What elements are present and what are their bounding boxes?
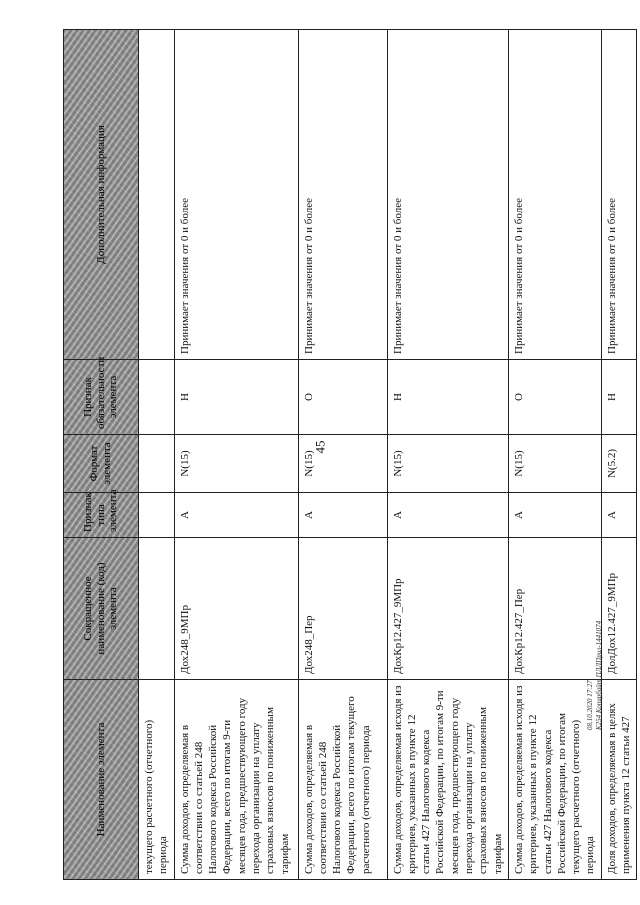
page-number: 45 bbox=[312, 440, 327, 454]
cell-name: Сумма доходов, определяемая исходя из критериев, указанных в пункте 12 статьи 427 Налогового кодекса Российской Федерации, по итогам 9-ти месяцев года, предшествующего году перехода организации на уплату страховых взносов по пониженным тарифам bbox=[387, 680, 508, 880]
cell-code: Дох248_9МПр bbox=[174, 538, 298, 680]
cell-code: Дох248_Пер bbox=[298, 538, 387, 680]
table-rotated bbox=[63, 30, 633, 880]
table-row bbox=[387, 30, 508, 880]
cell-info bbox=[139, 30, 175, 360]
cell-name: Сумма доходов, определяемая в соответствии со статьей 248 Налогового кодекса Российской Федерации, всего по итогам 9-ти месяцев года, предшествующего году перехода организации на уплату страховых взносов по пониженным тарифам bbox=[174, 680, 298, 880]
cell-type: А bbox=[508, 493, 601, 538]
cell-info: Принимает значения от 0 и более bbox=[174, 30, 298, 360]
cell-code: ДохКр12.427_Пер bbox=[508, 538, 601, 680]
table-row bbox=[601, 30, 637, 880]
table-rotor bbox=[63, 30, 633, 880]
table-row bbox=[298, 30, 387, 880]
cell-info: Принимает значения от 0 и более bbox=[298, 30, 387, 360]
cell-type: А bbox=[298, 493, 387, 538]
footer-line-1: 08.10.2020 17:27 bbox=[586, 680, 594, 730]
cell-required bbox=[139, 360, 175, 435]
cell-name: текущего расчетного (отчетного) периода bbox=[139, 680, 175, 880]
header-type: Признак типа элемента bbox=[64, 493, 139, 538]
cell-type bbox=[139, 493, 175, 538]
cell-code bbox=[139, 538, 175, 680]
spec-table bbox=[63, 29, 637, 880]
cell-format: N(5.2) bbox=[601, 435, 637, 493]
cell-required: Н bbox=[601, 360, 637, 435]
cell-required: О bbox=[298, 360, 387, 435]
header-row bbox=[64, 30, 139, 880]
cell-required: О bbox=[508, 360, 601, 435]
cell-info: Принимает значения от 0 и более bbox=[387, 30, 508, 360]
cell-name: Доля доходов, определяемая в целях применения пункта 12 статьи 427 bbox=[601, 680, 637, 880]
cell-info: Принимает значения от 0 и более bbox=[601, 30, 637, 360]
cell-required: Н bbox=[174, 360, 298, 435]
header-format: Формат элемента bbox=[64, 435, 139, 493]
cell-format bbox=[139, 435, 175, 493]
cell-type: А bbox=[601, 493, 637, 538]
table-row bbox=[174, 30, 298, 880]
header-additional-info: Дополнительная информация bbox=[64, 30, 139, 360]
header-required: Признак обязательности элемента bbox=[64, 360, 139, 435]
table-row bbox=[508, 30, 601, 880]
cell-format: N(15) bbox=[298, 435, 387, 493]
cell-type: А bbox=[387, 493, 508, 538]
cell-info: Принимает значения от 0 и более bbox=[508, 30, 601, 360]
cell-required: Н bbox=[387, 360, 508, 435]
cell-code: ДохКр12.427_9МПр bbox=[387, 538, 508, 680]
table-row bbox=[139, 30, 175, 880]
cell-name: Сумма доходов, определяемая исходя из критериев, указанных в пункте 12 статьи 427 Налогового кодекса Российской Федерации, по итогам текущего расчетного (отчетного) периода bbox=[508, 680, 601, 880]
cell-name: Сумма доходов, определяемая в соответствии со статьей 248 Налогового кодекса Российской Федерации, всего по итогам текущего расчетного (отчетного) периода bbox=[298, 680, 387, 880]
cell-code: ДолДох12.427_9МПр bbox=[601, 538, 637, 680]
header-code: Сокращенное наименование (код) элемента bbox=[64, 538, 139, 680]
cell-format: N(15) bbox=[508, 435, 601, 493]
cell-format: N(15) bbox=[387, 435, 508, 493]
header-element-name: Наименование элемента bbox=[64, 680, 139, 880]
footer-stamp bbox=[586, 530, 616, 730]
cell-type: А bbox=[174, 493, 298, 538]
cell-format: N(15) bbox=[174, 435, 298, 493]
footer-line-2: К254 Копирбайт ПЛЛПрил-1441074 bbox=[594, 620, 603, 730]
